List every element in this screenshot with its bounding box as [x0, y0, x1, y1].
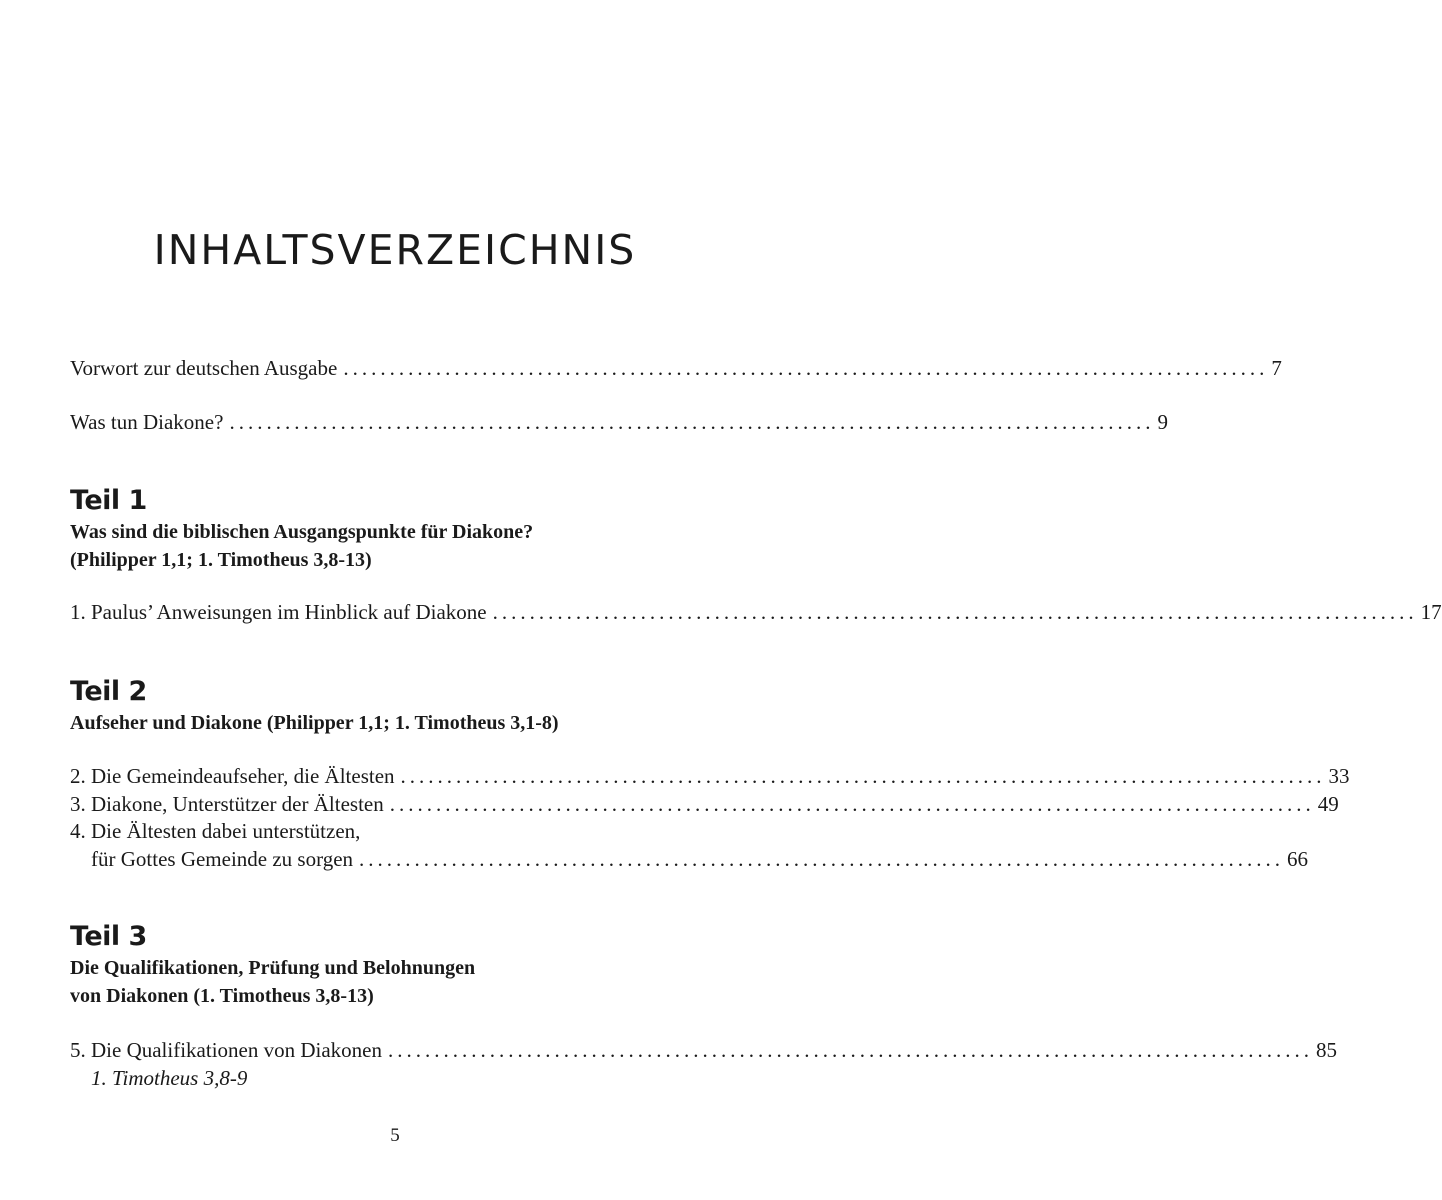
dot-leader: .................................................................................................... — [388, 1038, 1314, 1062]
toc-entry-label: 1. Paulus’ Anweisungen im Hinblick auf Diakone — [70, 600, 487, 624]
part-subtitle: Aufseher und Diakone (Philipper 1,1; 1. Timotheus 3,1-8) — [70, 712, 559, 734]
toc-entry-page: 9 — [1157, 410, 1168, 434]
dot-leader: .................................................................................................... — [400, 764, 1326, 788]
toc-entry-page: 85 — [1316, 1038, 1338, 1062]
toc-entry-page: 7 — [1271, 356, 1282, 380]
dot-leader: .................................................................................................... — [229, 410, 1155, 434]
toc-entry[interactable] — [70, 790, 1339, 818]
toc-entry-page: 33 — [1328, 764, 1350, 788]
part-subtitle: (Philipper 1,1; 1. Timotheus 3,8-13) — [70, 549, 372, 571]
toc-title: INHALTSVERZEICHNIS — [153, 226, 637, 274]
toc-entry-label-line1: 4. Die Ältesten dabei unterstützen, — [70, 819, 361, 843]
toc-entry-label: Vorwort zur deutschen Ausgabe — [70, 356, 338, 380]
toc-entry[interactable] — [70, 1036, 1338, 1064]
toc-entry[interactable] — [70, 762, 1350, 790]
part-subtitle: von Diakonen (1. Timotheus 3,8-13) — [70, 985, 374, 1007]
part-subtitle: Die Qualifikationen, Prüfung und Belohnungen — [70, 957, 476, 979]
dot-leader: .................................................................................................... — [389, 792, 1315, 816]
part-subtitle: Was sind die biblischen Ausgangspunkte für Diakone? — [70, 521, 534, 543]
toc-entry-page: 66 — [1287, 847, 1309, 871]
toc-entry[interactable] — [70, 408, 1168, 436]
toc-entry-label: Was tun Diakone? — [70, 410, 224, 434]
part-heading: Teil 3 — [70, 921, 147, 952]
toc-entry[interactable] — [91, 845, 1309, 873]
dot-leader: .................................................................................................... — [492, 600, 1418, 624]
toc-entry[interactable] — [70, 598, 1442, 626]
page-number: 5 — [390, 1125, 400, 1146]
toc-entry-label: für Gottes Gemeinde zu sorgen — [91, 847, 354, 871]
toc-entry-page: 49 — [1317, 792, 1339, 816]
toc-entry-label: 2. Die Gemeindeaufseher, die Ältesten — [70, 764, 395, 788]
toc-entry-page: 17 — [1420, 600, 1442, 624]
dot-leader: .................................................................................................... — [343, 356, 1269, 380]
toc-entry-label: 3. Diakone, Unterstützer der Ältesten — [70, 792, 384, 816]
toc-entry-label: 5. Die Qualifikationen von Diakonen — [70, 1038, 383, 1062]
part-heading: Teil 2 — [70, 676, 147, 707]
part-heading: Teil 1 — [70, 485, 147, 516]
toc-entry-subreference: 1. Timotheus 3,8-9 — [91, 1066, 248, 1090]
toc-entry[interactable] — [70, 354, 1282, 382]
dot-leader: .................................................................................................... — [359, 847, 1285, 871]
